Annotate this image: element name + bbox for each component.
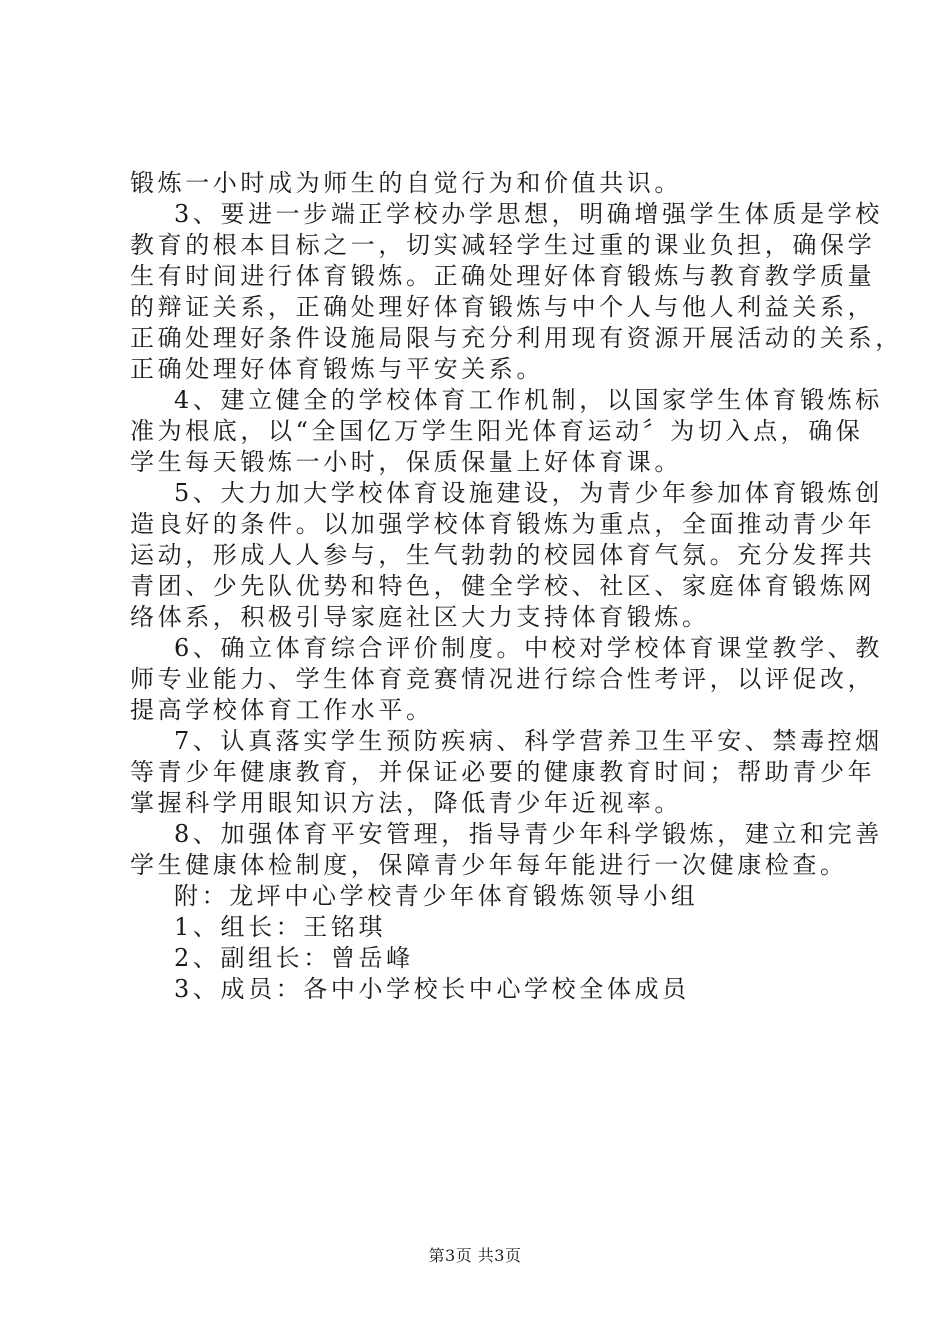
text-line: 等青少年健康教育，并保证必要的健康教育时间；帮助青少年 xyxy=(130,758,876,786)
text-line: 络体系，积极引导家庭社区大力支持体育锻炼。 xyxy=(130,603,710,631)
text-line: 4、建立健全的学校体育工作机制，以国家学生体育锻炼标 xyxy=(174,386,883,414)
text-line: 3、要进一步端正学校办学思想，明确增强学生体质是学校 xyxy=(174,200,883,228)
text-line: 掌握科学用眼知识方法，降低青少年近视率。 xyxy=(130,789,682,817)
text-line: 1、组长：王铭琪 xyxy=(174,913,387,941)
text-line: 的辩证关系，正确处理好体育锻炼与中个人与他人利益关系， xyxy=(130,293,876,321)
text-line: 5、大力加大学校体育设施建设，为青少年参加体育锻炼创 xyxy=(174,479,883,507)
text-line: 运动，形成人人参与，生气勃勃的校园体育气氛。充分发挥共 xyxy=(130,541,876,569)
text-line: 6、确立体育综合评价制度。中校对学校体育课堂教学、教 xyxy=(174,634,883,662)
text-line: 3、成员：各中小学校长中心学校全体成员 xyxy=(174,975,690,1003)
page-footer: 第3页 共3页 xyxy=(428,1246,522,1265)
text-line: 提高学校体育工作水平。 xyxy=(130,696,434,724)
text-line: 造良好的条件。以加强学校体育锻炼为重点，全面推动青少年 xyxy=(130,510,876,538)
text-line: 附：龙坪中心学校青少年体育锻炼领导小组 xyxy=(174,882,699,910)
text-line: 学生健康体检制度，保障青少年每年能进行一次健康检查。 xyxy=(130,851,848,879)
text-line: 准为根底，以“全国亿万学生阳光体育运动〞为切入点，确保 xyxy=(130,417,864,445)
text-line: 2、副组长：曾岳峰 xyxy=(174,944,414,972)
document-body xyxy=(130,168,903,1005)
text-line: 师专业能力、学生体育竞赛情况进行综合性考评，以评促改， xyxy=(130,665,876,693)
text-line: 教育的根本目标之一，切实减轻学生过重的课业负担，确保学 xyxy=(130,231,876,259)
text-line: 正确处理好体育锻炼与平安关系。 xyxy=(130,355,544,383)
text-line: 8、加强体育平安管理，指导青少年科学锻炼，建立和完善 xyxy=(174,820,883,848)
text-line: 学生每天锻炼一小时，保质保量上好体育课。 xyxy=(130,448,682,476)
text-line: 正确处理好条件设施局限与充分利用现有资源开展活动的关系， xyxy=(130,324,903,352)
text-line: 锻炼一小时成为师生的自觉行为和价值共识。 xyxy=(130,169,682,197)
text-line: 7、认真落实学生预防疾病、科学营养卫生平安、禁毒控烟 xyxy=(174,727,883,755)
text-line: 青团、少先队优势和特色，健全学校、社区、家庭体育锻炼网 xyxy=(130,572,876,600)
text-line: 生有时间进行体育锻炼。正确处理好体育锻炼与教育教学质量 xyxy=(130,262,876,290)
